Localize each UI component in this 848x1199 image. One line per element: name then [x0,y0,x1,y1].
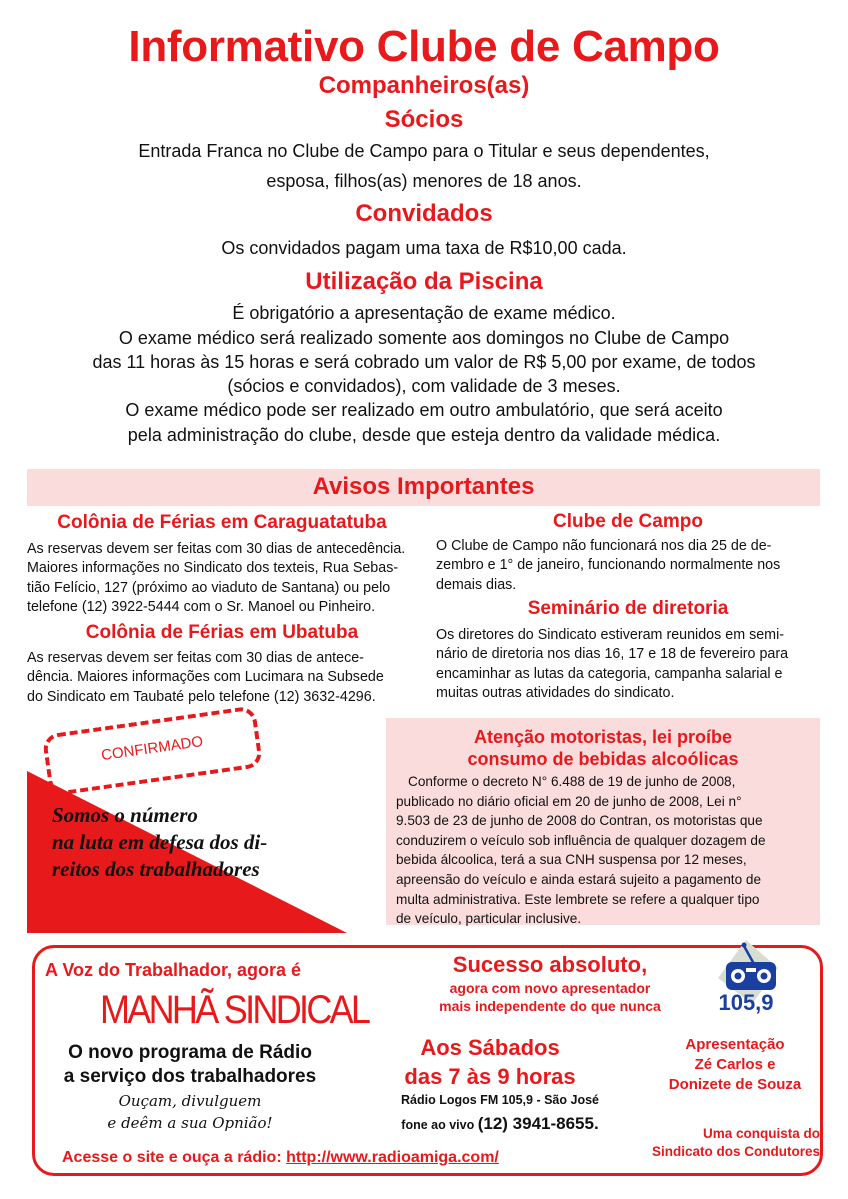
motoristas-text: Conforme o decreto N° 6.488 de 19 de junho de 2008, publicado no diário oficial em 20 de junho de 2008, Lei n° 9.503 de 23 de junho de 2008 do Contran, os motoristas que conduzirem o veículo sob influência de qualquer dozagem de bebida álcoolica, terá a sua CNH suspensa por 12 meses, apreensão do veículo e ainda estará sujeito a pagamento de multa administrativa. Este lembrete se refere a qualquer tipo de veículo, particular inclusive. [396,774,766,927]
socios-line: Entrada Franca no Clube de Campo para o Titular e seus dependentes, [138,141,710,161]
slogan-line: na luta em defesa dos di- [52,830,268,854]
apresentacao-line: Donizete de Souza [668,1076,802,1093]
socios-line: esposa, filhos(as) menores de 18 anos. [266,171,582,191]
acesse-label: Acesse o site e ouça a rádio: [62,1149,282,1166]
avisos-heading: Avisos Importantes [312,473,535,500]
convidados-line: Os convidados pagam uma taxa de R$10,00 cada. [221,238,627,258]
subtitle: Companheiros(as) [318,72,530,99]
piscina-line: É obrigatório a apresentação de exame médico. [232,303,616,323]
convidados-heading: Convidados [355,200,493,227]
ubatuba-heading: Colônia de Férias em Ubatuba [85,622,359,643]
radio-site-link[interactable]: http://www.radioamiga.com/ [286,1149,499,1166]
handwritten-line: Ouçam, divulguem [118,1092,262,1110]
motoristas-box [386,718,820,925]
phone-label: fone ao vivo [401,1118,475,1132]
program-name: MANHÃ SINDICAL [100,988,369,1032]
voz-heading: A Voz do Trabalhador, agora é [45,960,302,980]
slogan-line: Somos o número [52,803,198,827]
stamp-label: CONFIRMADO [100,732,205,765]
schedule-line: Aos Sábados [420,1035,560,1060]
phone-line [376,1114,624,1134]
piscina-heading: Utilização da Piscina [305,268,543,295]
page-title: Informativo Clube de Campo [128,22,720,71]
schedule-line: das 7 às 9 horas [404,1064,576,1089]
phone-number: (12) 3941-8655. [477,1114,599,1133]
piscina-line: O exame médico pode ser realizado em outro ambulatório, que será aceito [125,400,723,420]
sucesso-sub: agora com novo apresentador [449,980,651,996]
novo-programa-line: a serviço dos trabalhadores [63,1066,317,1087]
piscina-line: (sócios e convidados), com validade de 3 meses. [227,376,621,396]
ubatuba-text: As reservas devem ser feitas com 30 dias de antece- dência. Maiores informações com Lucimara na Subsede do Sindicato em Taubaté pelo telefone (12) 3632-4296. [27,650,384,705]
caraguatatuba-text: As reservas devem ser feitas com 30 dias de antecedência. Maiores informações no Sindicato dos texteis, Rua Sebas- tião Felício, 127 (próximo ao viaduto de Santana) ou pelo telefone (12) 3922-5444 com o Sr. Manoel ou Pinheiro. [27,541,406,616]
acesse-line [62,1149,499,1167]
frequency-label: 105,9 [718,990,774,1015]
caraguatatuba-heading: Colônia de Férias em Caraguatatuba [57,512,387,533]
piscina-line: das 11 horas às 15 horas e será cobrado um valor de R$ 5,00 por exame, de todos [92,352,756,372]
station-line: Rádio Logos FM 105,9 - São José [401,1093,599,1107]
motoristas-heading: Atenção motoristas, lei proíbe consumo de bebidas alcoólicas [467,727,739,769]
apresentacao-line: Zé Carlos e [694,1056,776,1073]
sucesso-heading: Sucesso absoluto, [452,952,648,977]
conquista-line: Sindicato dos Condutores [651,1144,820,1159]
clube-text: O Clube de Campo não funcionará nos dia 25 de de- zembro e 1° de janeiro, funcionando normalmente nos demais dias. [436,538,781,593]
handwritten-line: e deêm a sua Opnião! [107,1114,273,1132]
apresentacao-line: Apresentação [685,1036,785,1053]
piscina-line: pela administração do clube, desde que esteja dentro da validade médica. [127,425,721,445]
piscina-line: O exame médico será realizado somente aos domingos no Clube de Campo [118,328,730,348]
seminario-heading: Seminário de diretoria [527,598,729,619]
clube-heading: Clube de Campo [553,511,703,532]
conquista-line: Uma conquista do [702,1126,820,1141]
socios-heading: Sócios [384,106,464,133]
novo-programa-line: O novo programa de Rádio [68,1042,312,1063]
slogan-line: reitos dos trabalhadores [52,857,260,881]
sucesso-sub: mais independente do que nunca [439,998,661,1014]
avisos-banner [27,469,820,506]
seminario-text: Os diretores do Sindicato estiveram reunidos em semi- nário de diretoria nos dias 16, 17 e 18 de fevereiro para encaminhar as lutas da categoria, campanha salarial e muitas outras atividades do sindicato. [436,627,789,702]
